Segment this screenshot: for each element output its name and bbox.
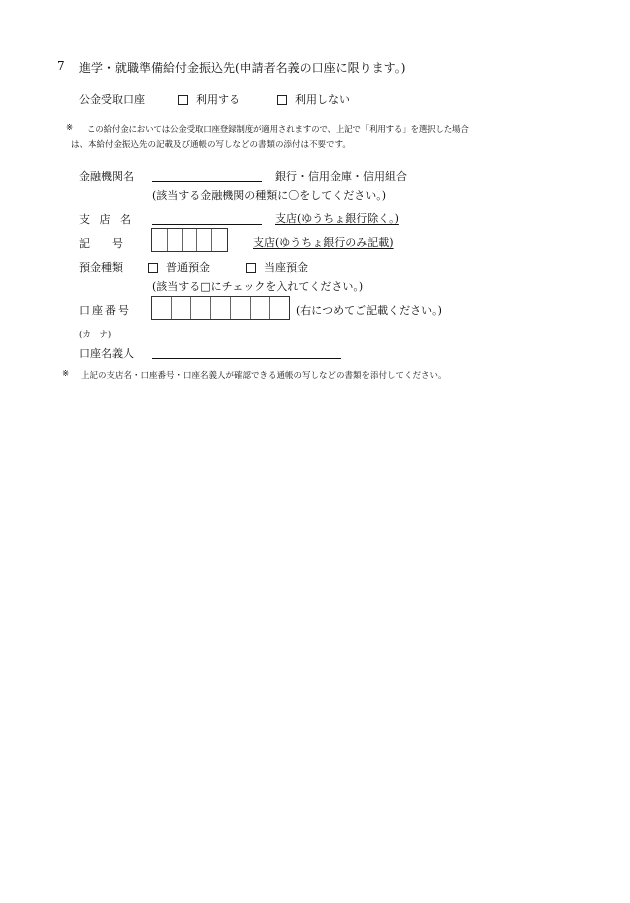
branch-suffix: 支店(ゆうちょ銀行除く。)	[275, 212, 399, 225]
note1-mark: ※	[66, 123, 74, 133]
symbol-digit-box[interactable]	[196, 229, 211, 251]
deposit-type-label: 預金種類	[79, 261, 123, 274]
public-account-use-label: 利用する	[196, 93, 240, 106]
public-account-not-use-option[interactable]	[277, 91, 350, 107]
bank-label: 金融機関名	[79, 170, 134, 183]
bank-name-field[interactable]	[152, 181, 262, 182]
branch-name-field[interactable]	[152, 224, 262, 225]
deposit-current-label: 当座預金	[264, 261, 308, 274]
symbol-digit-box[interactable]	[152, 229, 167, 251]
deposit-current-option[interactable]	[246, 259, 308, 275]
section-title: 進学・就職準備給付金振込先(申請者名義の口座に限ります。)	[79, 61, 406, 75]
bank-hint: (該当する金融機関の種類に〇をしてください。)	[152, 189, 387, 202]
deposit-current-checkbox[interactable]	[246, 263, 256, 273]
public-account-not-use-checkbox[interactable]	[277, 95, 287, 105]
account-digit-box[interactable]	[171, 297, 191, 319]
deposit-ordinary-option[interactable]	[148, 259, 210, 275]
note1-line1: この給付金においては公金受取口座登録制度が適用されますので、上記で「利用する」を選択した場合	[87, 125, 469, 135]
public-account-use-checkbox[interactable]	[178, 95, 188, 105]
bank-types: 銀行・信用金庫・信用組合	[275, 170, 407, 183]
symbol-input-boxes[interactable]	[151, 228, 228, 252]
section-number: 7	[57, 59, 65, 73]
account-number-input-boxes[interactable]	[151, 296, 290, 320]
holder-kana-label: (カ ナ)	[79, 330, 112, 340]
account-digit-box[interactable]	[250, 297, 270, 319]
symbol-label: 記 号	[79, 237, 123, 250]
symbol-digit-box[interactable]	[167, 229, 182, 251]
account-number-label: 口座番号	[79, 304, 131, 317]
holder-label: 口座名義人	[79, 347, 134, 360]
symbol-digit-box[interactable]	[182, 229, 197, 251]
account-digit-box[interactable]	[269, 297, 289, 319]
deposit-ordinary-label: 普通預金	[166, 261, 210, 274]
account-digit-box[interactable]	[210, 297, 230, 319]
account-digit-box[interactable]	[230, 297, 250, 319]
note2-mark: ※	[62, 369, 70, 379]
symbol-suffix: 支店(ゆうちょ銀行のみ記載)	[253, 236, 394, 249]
account-digit-box[interactable]	[190, 297, 210, 319]
account-digit-box[interactable]	[152, 297, 171, 319]
public-account-not-use-label: 利用しない	[295, 93, 350, 106]
account-number-hint: (右につめてご記載ください。)	[296, 304, 442, 317]
note1-line2: は、本給付金振込先の記載及び通帳の写しなどの書類の添付は不要です。	[71, 140, 351, 150]
branch-label: 支 店 名	[79, 213, 134, 226]
deposit-ordinary-checkbox[interactable]	[148, 263, 158, 273]
holder-name-field[interactable]	[152, 358, 341, 359]
public-account-use-option[interactable]	[178, 91, 240, 107]
deposit-type-hint: (該当する□にチェックを入れてください。)	[152, 280, 364, 293]
note2-text: 上記の支店名・口座番号・口座名義人が確認できる通帳の写しなどの書類を添付してください。	[81, 371, 447, 381]
symbol-digit-box[interactable]	[211, 229, 227, 251]
public-account-label: 公金受取口座	[79, 93, 145, 106]
